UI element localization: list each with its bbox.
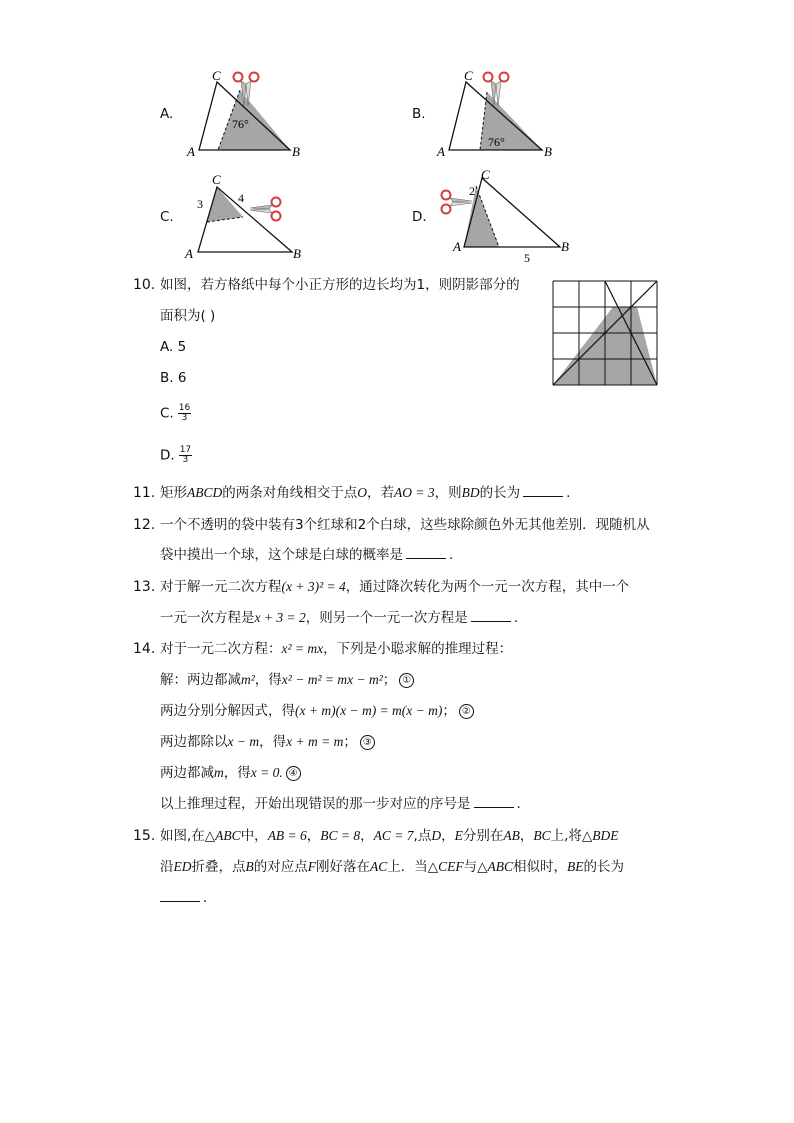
vertex-c: C xyxy=(212,172,221,187)
solution-step-2: 两边分别分解因式，得(x + m)(x − m) = m(x − m)； ② xyxy=(160,702,474,720)
option-c-label: C. xyxy=(160,209,174,225)
question-number: 10. xyxy=(133,277,156,293)
scissors-icon xyxy=(442,191,473,214)
question-number: 13. xyxy=(133,579,156,595)
question-text: 袋中摸出一个球，这个球是白球的概率是 . xyxy=(160,547,454,563)
question-text: 如图,在△ABC中，AB = 6，BC = 8，AC = 7,点D，E分别在AB，BC上,将△BDE xyxy=(160,828,619,844)
question-text: 对于解一元二次方程(x + 3)² = 4，通过降次转化为两个一元一次方程，其中一个 xyxy=(160,579,630,595)
answer-blank xyxy=(523,484,563,497)
question-text: . xyxy=(160,889,207,907)
vertex-a: A xyxy=(453,239,461,254)
angle-label: 76° xyxy=(488,135,505,149)
question-text: 面积为( ) xyxy=(160,308,216,324)
choice-d: D. $\frac{17}{3}$ xyxy=(160,445,192,465)
figure-option-c xyxy=(180,170,310,265)
question-text: 一元一次方程是x + 3 = 2，则另一个一元一次方程是 . xyxy=(160,610,519,626)
option-b-label: B. xyxy=(412,106,426,122)
solution-step-3: 两边都除以x − m，得x + m = m； ③ xyxy=(160,733,375,751)
vertex-c: C xyxy=(212,68,221,83)
vertex-c: C xyxy=(464,68,473,83)
vertex-b: B xyxy=(544,144,552,159)
solution-step-4: 两边都减m，得x = 0. ④ xyxy=(160,764,301,782)
vertex-b: B xyxy=(561,239,569,254)
question-text: 如图，若方格纸中每个小正方形的边长均为1，则阴影部分的 xyxy=(160,277,520,293)
option-d-label: D. xyxy=(412,209,427,225)
grid-figure xyxy=(552,280,660,388)
vertex-c: C xyxy=(481,167,490,182)
vertex-b: B xyxy=(292,144,300,159)
question-text: 一个不透明的袋中装有3个红球和2个白球，这些球除颜色外无其他差别．现随机从 xyxy=(160,517,650,533)
answer-blank xyxy=(474,795,514,808)
question-text: 以上推理过程，开始出现错误的那一步对应的序号是 . xyxy=(160,796,521,812)
scissors-icon xyxy=(250,198,281,221)
vertex-a: A xyxy=(185,246,193,261)
question-text: 沿ED折叠，点B的对应点F刚好落在AC上．当△CEF与△ABC相似时，BE的长为 xyxy=(160,859,625,875)
figure-option-b xyxy=(432,62,562,162)
choice-c: C. $\frac{16}{3}$ xyxy=(160,403,191,423)
vertex-a: A xyxy=(437,144,445,159)
choice-b: B. 6 xyxy=(160,370,187,386)
question-number: 15. xyxy=(133,828,156,844)
side-label: 3 xyxy=(197,197,203,211)
side-label: 5 xyxy=(524,251,530,265)
side-label: 4 xyxy=(238,191,244,205)
angle-label: 76° xyxy=(232,117,249,131)
question-text: 矩形ABCD的两条对角线相交于点O，若AO = 3，则BD的长为 . xyxy=(160,485,571,501)
answer-blank xyxy=(471,609,511,622)
figure-option-d xyxy=(432,165,572,265)
answer-blank xyxy=(160,889,200,902)
option-a-label: A. xyxy=(160,106,174,122)
question-text: 对于一元二次方程：x² = mx，下列是小聪求解的推理过程： xyxy=(160,641,513,657)
solution-step-1: 解：两边都减m²，得x² − m² = mx − m²； ① xyxy=(160,671,414,689)
question-number: 12. xyxy=(133,517,156,533)
vertex-b: B xyxy=(293,246,301,261)
figure-option-a xyxy=(180,62,310,162)
question-number: 14. xyxy=(133,641,156,657)
question-number: 11. xyxy=(133,485,156,501)
answer-blank xyxy=(406,546,446,559)
side-label: 2 xyxy=(469,184,475,198)
vertex-a: A xyxy=(187,144,195,159)
choice-a: A. 5 xyxy=(160,339,187,355)
